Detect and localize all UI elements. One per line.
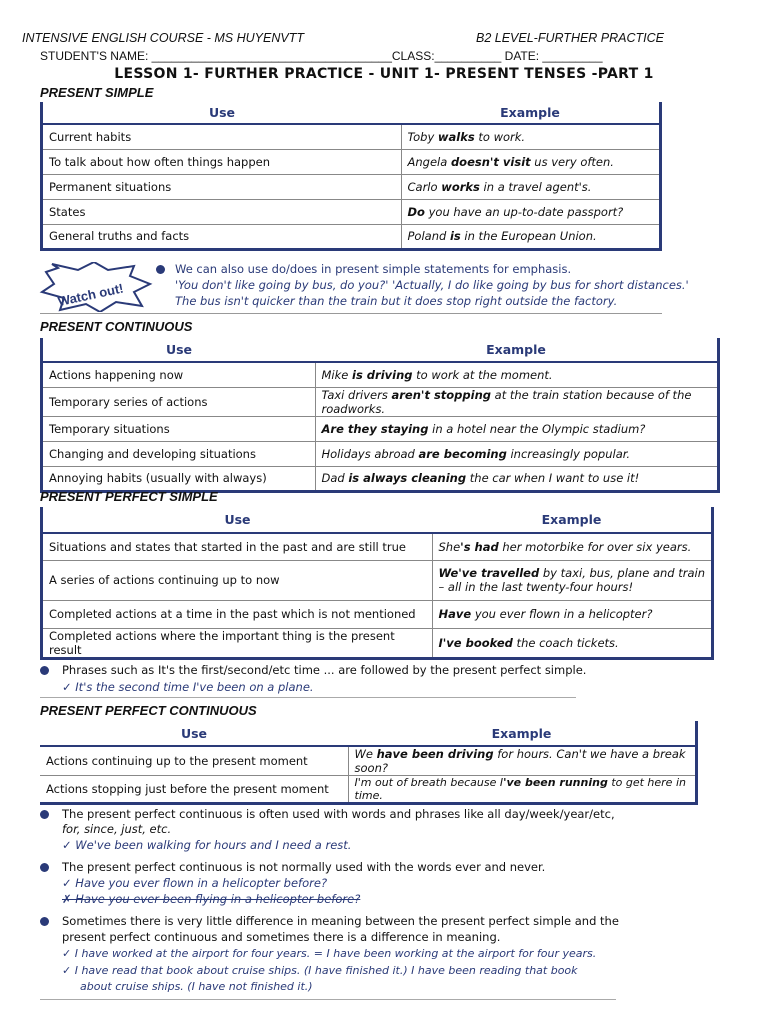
watch-out-label: Watch out! xyxy=(56,280,125,310)
bullet-icon xyxy=(40,917,49,926)
note-line: The present perfect continuous is often used with words and phrases like all day/week/year/etc, xyxy=(62,807,615,821)
note-example: ✓ I have worked at the airport for four years. = I have been working at the airport for four years. xyxy=(62,947,597,960)
present-perfect-continuous-table xyxy=(40,721,698,805)
table-row: Completed actions where the important thing is the present result I've booked the coach tickets. xyxy=(42,628,713,658)
note-example: ✓ We've been walking for hours and I need a rest. xyxy=(62,838,352,852)
note-line: for, since, just, etc. xyxy=(62,822,172,836)
table-row: Current habits Toby walks to work. xyxy=(42,124,661,149)
col-example: Example xyxy=(348,721,697,746)
table-row: A series of actions continuing up to now We've travelled by taxi, bus, plane and train – all in the last twenty-four hours! xyxy=(42,560,713,600)
present-perfect-continuous-title: PRESENT PERFECT CONTINUOUS xyxy=(40,703,257,718)
table-row: Permanent situations Carlo works in a travel agent's. xyxy=(42,174,661,199)
note-line: The present perfect continuous is not normally used with the words ever and never. xyxy=(62,860,546,874)
note-example: about cruise ships. (I have not finished it.) xyxy=(80,980,313,993)
col-use: Use xyxy=(40,721,348,746)
col-example: Example xyxy=(401,102,661,124)
note-example: ✓ I have read that book about cruise ships. (I have finished it.) I have been reading that book xyxy=(62,964,578,977)
note-example: ✓ Have you ever flown in a helicopter before? xyxy=(62,876,328,890)
note-line: Sometimes there is very little difference in meaning between the present perfect simple and the xyxy=(62,914,619,928)
divider xyxy=(40,313,662,314)
col-example: Example xyxy=(315,338,719,362)
table-row: Situations and states that started in the past and are still true She's had her motorbike for over six years. xyxy=(42,533,713,560)
student-line: STUDENT'S NAME: ____________________________________CLASS:__________ DATE: _________ xyxy=(40,49,603,63)
table-row: States Do you have an up-to-date passport? xyxy=(42,199,661,224)
table-row: Actions stopping just before the present moment I'm out of breath because I've been running to get here in time. xyxy=(40,776,697,804)
note-line: 'You don't like going by bus, do you?' 'Actually, I do like going by bus for short distances.' xyxy=(175,278,689,292)
level-title: B2 LEVEL-FURTHER PRACTICE xyxy=(476,31,665,45)
col-use: Use xyxy=(42,338,316,362)
col-use: Use xyxy=(42,102,402,124)
divider xyxy=(40,697,576,698)
table-row: Changing and developing situations Holidays abroad are becoming increasingly popular. xyxy=(42,441,719,466)
watch-out-badge xyxy=(38,262,158,312)
table-row: Actions continuing up to the present moment We have been driving for hours. Can't we have a break soon? xyxy=(40,746,697,776)
table-row: General truths and facts Poland is in the European Union. xyxy=(42,224,661,249)
col-use: Use xyxy=(42,507,433,533)
bullet-icon xyxy=(40,666,49,675)
present-simple-title: PRESENT SIMPLE xyxy=(40,85,154,100)
divider xyxy=(40,999,616,1000)
table-row: Actions happening now Mike is driving to work at the moment. xyxy=(42,362,719,387)
note-example: ✓ It's the second time I've been on a plane. xyxy=(62,680,314,694)
present-perfect-simple-table xyxy=(40,507,714,660)
table-row: Completed actions at a time in the past which is not mentioned Have you ever flown in a helicopter? xyxy=(42,600,713,628)
note-line: present perfect continuous and sometimes there is a difference in meaning. xyxy=(62,930,501,944)
table-row: To talk about how often things happen Angela doesn't visit us very often. xyxy=(42,149,661,174)
present-continuous-table xyxy=(40,338,720,493)
note-line: The bus isn't quicker than the train but it does stop right outside the factory. xyxy=(175,294,618,308)
note-example-wrong: ✗ Have you ever been flying in a helicopter before? xyxy=(62,892,361,906)
bullet-icon xyxy=(40,863,49,872)
table-row: Annoying habits (usually with always) Dad is always cleaning the car when I want to use it! xyxy=(42,466,719,491)
bullet-icon xyxy=(40,810,49,819)
table-row: Temporary series of actions Taxi drivers aren't stopping at the train station because of the roadworks. xyxy=(42,387,719,416)
course-title: INTENSIVE ENGLISH COURSE - MS HUYENVTT xyxy=(22,31,304,45)
table-row: Temporary situations Are they staying in a hotel near the Olympic stadium? xyxy=(42,416,719,441)
present-simple-table xyxy=(40,102,662,251)
note-line: We can also use do/does in present simple statements for emphasis. xyxy=(175,262,572,276)
present-perfect-simple-title: PRESENT PERFECT SIMPLE xyxy=(40,489,218,504)
bullet-icon xyxy=(156,265,165,274)
col-example: Example xyxy=(432,507,713,533)
note-line: Phrases such as It's the first/second/etc time ... are followed by the present perfect simple. xyxy=(62,663,587,677)
present-continuous-title: PRESENT CONTINUOUS xyxy=(40,319,193,334)
lesson-title: LESSON 1- FURTHER PRACTICE - UNIT 1- PRESENT TENSES -PART 1 xyxy=(114,66,654,82)
